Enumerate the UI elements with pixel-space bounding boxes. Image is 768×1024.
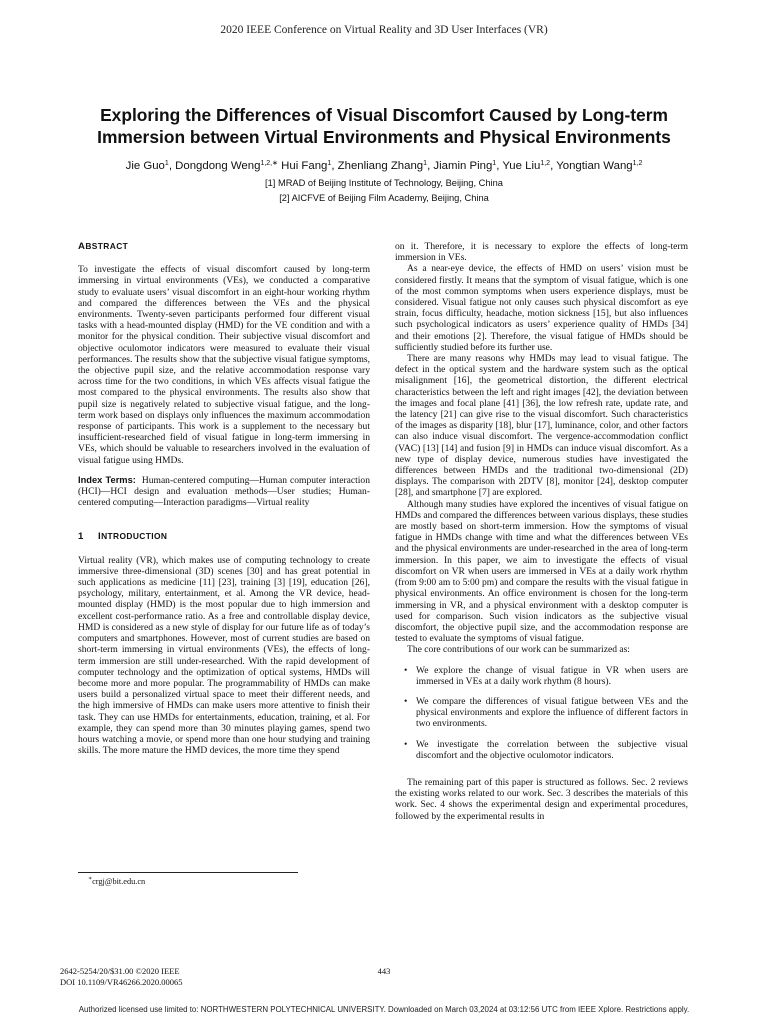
author-name: Hui Fang [281, 160, 328, 172]
list-item-text: We investigate the correlation between the subjective visual discomfort and the objective oculomotor indicators. [416, 738, 688, 761]
right-paragraph-0: on it. Therefore, it is necessary to explore the effects of long-term immersion in VEs. [395, 241, 688, 264]
right-column [395, 241, 688, 822]
footnote-mark: ∗ [88, 876, 93, 882]
affiliation-1: [1] MRAD of Beijing Institute of Technology, Beijing, China [265, 178, 503, 188]
footnote-email: crgj@bit.edu.cn [92, 876, 146, 886]
copyright-line: 2642-5254/20/$31.00 ©2020 IEEE [60, 966, 180, 976]
author-name: Dongdong Weng [175, 160, 261, 172]
right-paragraph-3: Although many studies have explored the incentives of visual fatigue on HMDs and compared the differences between various displays, these studies are mostly based on short-term immersion. How the symptoms of visual fatigue in HMDs change with time and what the differences between VEs and the physical environments are under-researched in the area of long-term immersion. In this paper, we aim to investigate the effects of visual discomfort on VR when users are immersed in VEs at a daily work rhythm (from 9:00 am to 5:00 pm) and compare the results with the visual fatigue in physical environments. An office environment is chosen for the long-term immersing in VR, and a physical environment with a desktop computer is used for comparison. Such vision indicators as the subjective visual discomfort, the objective pupil size, and the accommodation response are tested to evaluate the symptoms of visual fatigue. [395, 498, 688, 645]
author-name: Jie Guo [125, 160, 165, 172]
author-affil: 1 [327, 160, 332, 167]
license-notice: Authorized licensed use limited to: NORTHWESTERN POLYTECHNICAL UNIVERSITY. Downloaded on March 03,2024 at 03:12:56 UTC from IEEE Xplore. Restrictions apply. [78, 1005, 690, 1014]
bullet-icon: • [404, 738, 408, 750]
bullet-icon: • [404, 695, 408, 707]
footnote [88, 875, 145, 886]
introduction-heading-initial: I [98, 531, 102, 543]
paper-title [60, 104, 708, 148]
list-item [395, 739, 688, 761]
introduction-paragraph-1: Virtual reality (VR), which makes use of computing technology to create immersive three-dimensional (3D) scenes [30] and has great potential in such applications as medicine [11] [23], training [3] [19], education [26], psychology, military, entertainment, et al. Among the VR device, head-mounted display (HMD) is the most popular due to high immersion and excellent cost-performance ratio. As a free and controllable display device, HMD is considered as a new style of display for our future life as of today’s computers and smartphones. However, most of current studies are based on short-term immersing in virtual environments (VEs), the effects of long-term immersion are still under-researched. With the rapid development of computer technology and the optimization of optical systems, HMDs will become more and more popular. The programmability of HMDs can make users build a personalized virtual space to meet their different needs, and the high immersive of HMDs can make users more attentive to finish their task. They can use HMDs for entertainments, education, training, et al. For example, they can spend more than 30 minutes playing games, spend two hours watching a movie, or spend more than one hour studying and training skills. The more mature the HMD devices, the more time they spend [78, 554, 370, 757]
title-line-1: Exploring the Differences of Visual Discomfort Caused by Long-term [100, 105, 668, 125]
abstract-heading-rest: BSTRACT [85, 241, 129, 251]
author-name: Jiamin Ping [433, 160, 493, 172]
index-terms [78, 475, 370, 509]
section-number: 1 [78, 531, 84, 543]
author-affil: 1,2 [632, 160, 643, 167]
abstract-heading-initial: A [78, 241, 86, 252]
right-paragraph-5: The remaining part of this paper is structured as follows. Sec. 2 reviews the existing works related to our work. Sec. 3 describes the materials of this work. Sec. 4 shows the experimental design and experimental procedures, followed by the experimental results in [395, 776, 688, 822]
author-affil: 1,2,∗ [260, 160, 278, 167]
footnote-rule [78, 872, 298, 873]
contributions-list [395, 665, 688, 761]
bullet-icon: • [404, 664, 408, 676]
list-item-text: We explore the change of visual fatigue in VR when users are immersed in VEs at a daily work rhythm (8 hours). [416, 664, 688, 687]
index-terms-label: Index Terms: [78, 474, 136, 485]
list-item-text: We compare the differences of visual fatigue between VEs and the physical environments and explore the influence of different factors in two environments. [416, 695, 688, 730]
abstract-text: To investigate the effects of visual discomfort caused by long-term immersing in virtual environments (VEs), we conducted a comparative study to evaluate users’ visual discomfort in an eight-hour working rhythm and compared the differences between the VEs and the physical environments. Twenty-seven participants performed four different visual tasks with a head-mounted display (HMD) for the VE condition and with a monitor for the physical condition. Their subjective visual discomfort and objective oculomotor indicators were measured to evaluate their visual performances. The results show that the subjective visual fatigue symptoms, the objective pupil size, and the relative accommodation response vary across time for the two conditions, in which VEs affects visual fatigue the most compared to the physical environments. The results also show that pupil size is negatively related to subjective visual fatigue, and the long-term work based on displays only influences the maximum accommodation response of participants. This work is a supplement to the necessary but insufficient-researched field of visual fatigue in long-term immersing in VEs, which should be valuable to researchers involved in the evaluation of visual fatigue using HMDs. [78, 264, 370, 466]
page-number: 443 [377, 966, 391, 976]
introduction-heading-rest: NTRODUCTION [101, 531, 168, 542]
doi-line: DOI 10.1109/VR46266.2020.00065 [60, 976, 183, 987]
list-item [395, 696, 688, 730]
author-affil: 1 [492, 160, 497, 167]
abstract-heading [78, 241, 370, 252]
left-column [78, 241, 370, 756]
index-terms-text: Human-centered computing—Human computer interaction (HCI)—HCI design and evaluation methods—User studies; Human-centered computing—Interaction paradigms—Virtual reality [78, 474, 370, 509]
affiliation-2: [2] AICFVE of Beijing Film Academy, Beijing, China [279, 193, 489, 203]
author-name: Zhenliang Zhang [337, 160, 424, 172]
title-line-2: Immersion between Virtual Environments and Physical Environments [97, 127, 671, 147]
contributions-intro: The core contributions of our work can be summarized as: [407, 644, 630, 656]
author-affil: 1,2 [540, 160, 551, 167]
author-affil: 1 [423, 160, 428, 167]
introduction-heading [78, 531, 370, 542]
list-item [395, 665, 688, 687]
author-affil: 1 [164, 160, 169, 167]
conference-header: 2020 IEEE Conference on Virtual Reality and 3D User Interfaces (VR) [220, 24, 548, 36]
author-list: Jie Guo$^1$, Dongdong Weng$^{1,2,∗}$ Hui Fang$^1$, Zhenliang Zhang$^1$, Jiamin Ping$^1$, Yue Liu$^{1,2}$, Yongtian Wang$^{1,2}$ [125, 160, 643, 172]
author-name: Yue Liu [502, 160, 541, 172]
right-paragraph-1: As a near-eye device, the effects of HMD on users’ vision must be considered firstly. It means that the symptom of visual fatigue, which is one of the most common symptoms when users experience displays, must be considered. Visual fatigue not only causes such physical discomfort as eye strain, focus difficulty, headache, motion sickness [15], but also influences such psychological indicators as users’ experience quality of HMDs [34] and their emotions [2]. Therefore, the visual fatigue of HMDs should be sufficiently studied before its further use. [395, 263, 688, 353]
right-paragraph-2: There are many reasons why HMDs may lead to visual fatigue. The defect in the optical system and the hardware system such as the optical misalignment [16], the geometrical distortion, the different electrical characteristics between the left and right images [42], the deviation between the images and focal plane [41] [36], the low refresh rate, update rate, and the latency [21] can give rise to the visual discomfort. Such characteristics of the images as disparity [18], blur [17], luminance, color, and other factors can also induce visual discomfort. The vergence-accommodation conflict (VAC) [13] [14] and fusion [9] in HMDs can induce visual discomfort. As a new type of display device, numerous studies have investigated the differences between HMDs and the traditional two-dimensional (2D) displays. The comparison with 2DTV [8], monitor [24], desktop computer [28], and smartphone [7] are explored. [395, 353, 688, 499]
author-name: Yongtian Wang [556, 160, 633, 172]
